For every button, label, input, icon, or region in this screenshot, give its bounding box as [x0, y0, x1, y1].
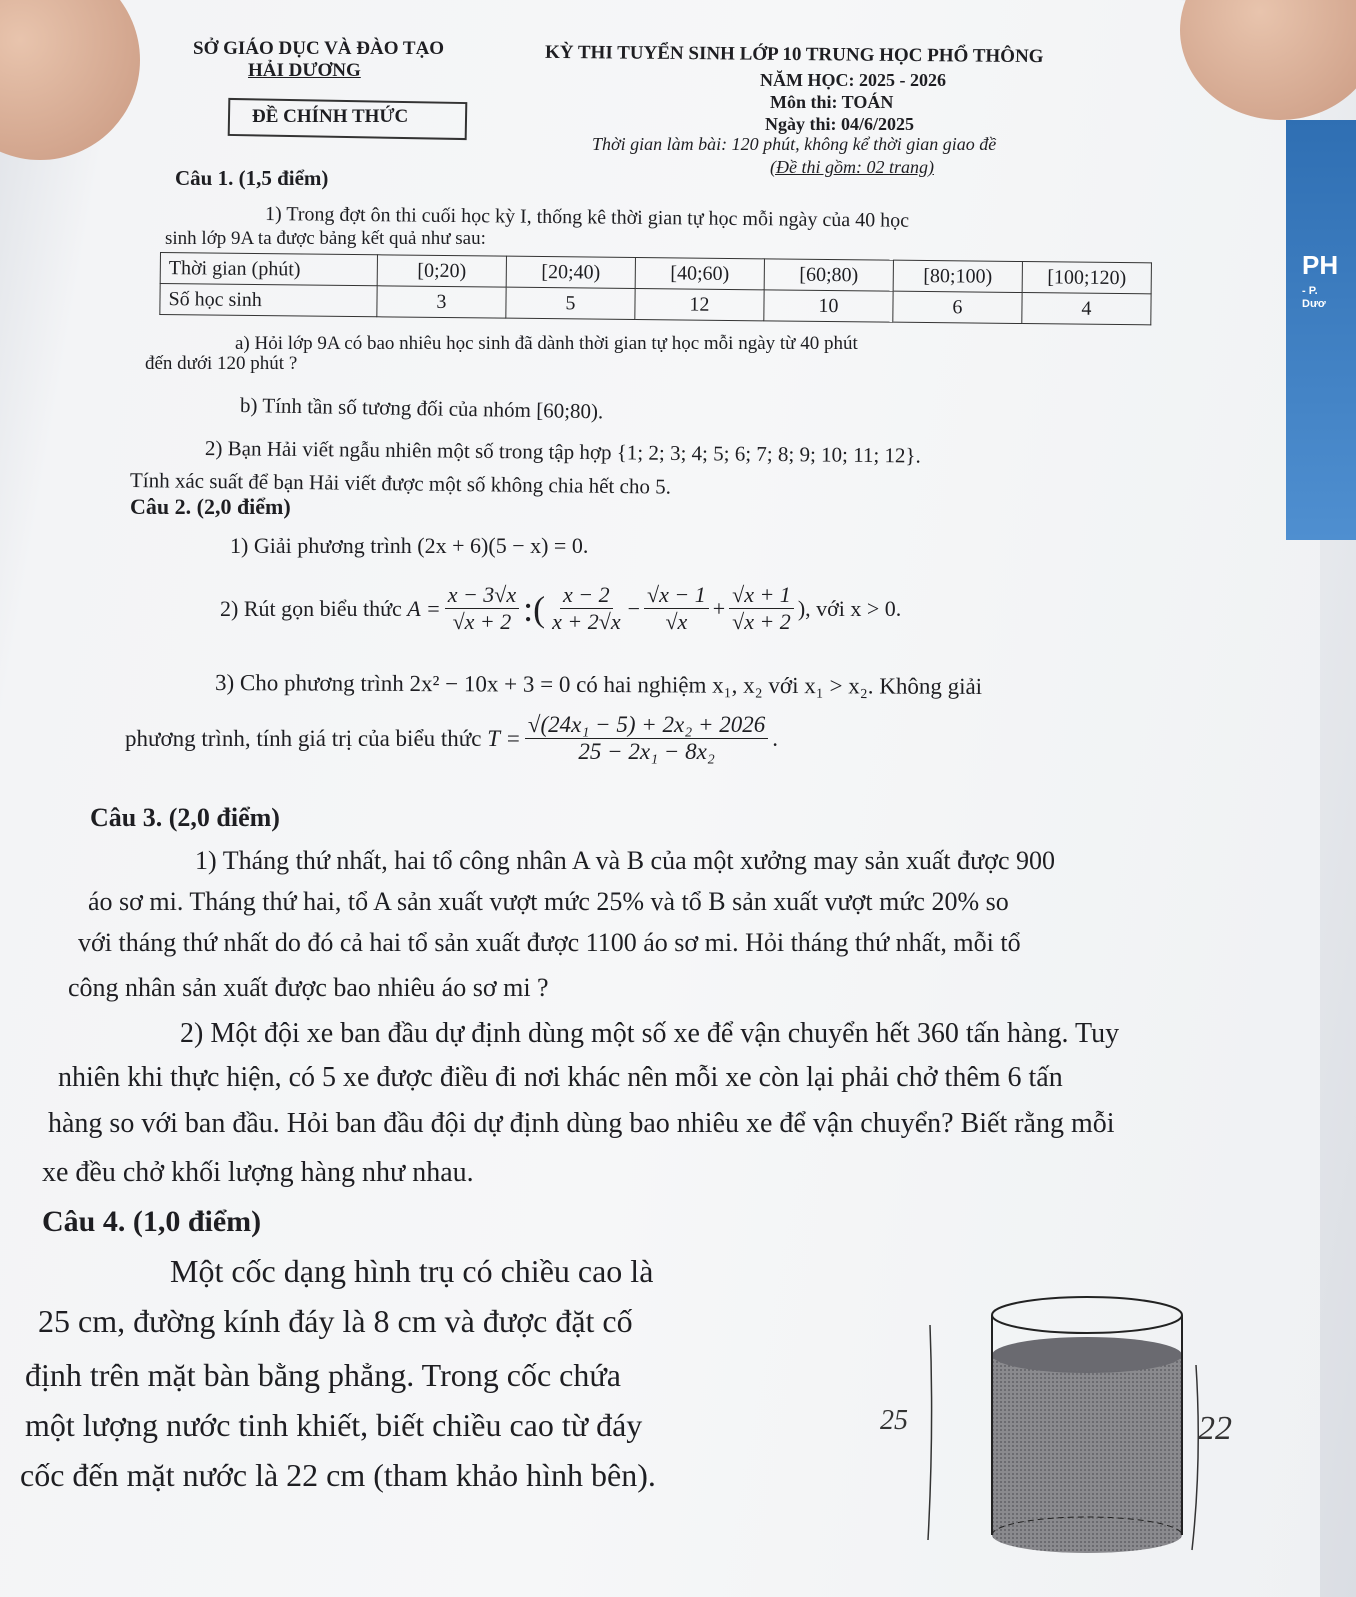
denominator: √x + 2: [452, 609, 512, 634]
question-2-title: Câu 2. (2,0 điểm): [130, 494, 291, 519]
denominator: √x: [665, 609, 688, 634]
q4-text: một lượng nước tinh khiết, biết chiều cao từ đáy: [25, 1407, 643, 1443]
subject: Môn thi: TOÁN: [770, 92, 894, 112]
q3-part1: 1) Tháng thứ nhất, hai tổ công nhân A và B của một xưởng may sản xuất được 900: [195, 846, 1055, 875]
denominator: √x + 2: [732, 609, 791, 634]
numerator: √(24x₁ − 5) + 2x₂ + 2026: [525, 712, 768, 739]
page-count: (Đề thi gồm: 02 trang): [770, 157, 934, 177]
q2-part1: 1) Giải phương trình (2x + 6)(5 − x) = 0.: [230, 533, 589, 558]
q3-part2: nhiên khi thực hiện, có 5 xe được điều đi nơi khác nên mỗi xe còn lại phải chở thêm 6 tấn: [58, 1062, 1063, 1093]
table-cell: [40;60): [635, 257, 764, 289]
cup-rim: [992, 1297, 1182, 1333]
poster-text: PH: [1302, 250, 1339, 280]
table-cell: 6: [893, 291, 1022, 323]
handwritten-height: 25: [880, 1405, 908, 1436]
q4-text: cốc đến mặt nước là 22 cm (tham khảo hình bên).: [20, 1457, 656, 1493]
province: HẢI DƯƠNG: [248, 60, 361, 81]
table-cell: 10: [764, 290, 893, 322]
table-cell: [60;80): [764, 259, 893, 291]
q3-part2: 2) Một đội xe ban đầu dự định dùng một số xe để vận chuyển hết 360 tấn hàng. Tuy: [180, 1018, 1120, 1049]
fraction: [644, 582, 709, 635]
q1-part-a: a) Hỏi lớp 9A có bao nhiêu học sinh đã dành thời gian tự học mỗi ngày từ 40 phút: [235, 333, 858, 354]
question-1-title: Câu 1. (1,5 điểm): [175, 166, 329, 190]
denominator: 25 − 2x₁ − 8x₂: [578, 739, 715, 764]
q2-part2: [220, 582, 901, 635]
period: .: [772, 725, 779, 751]
operator: :(: [523, 588, 546, 629]
q2-part3: 3) Cho phương trình 2x² − 10x + 3 = 0 có hai nghiệm x₁, x₂ với x₁ > x₂. Không giải: [214, 670, 983, 700]
numerator: x − 2: [560, 582, 613, 609]
official-label: ĐỀ CHÍNH THỨC: [252, 106, 409, 127]
q4-text: định trên mặt bàn bằng phẳng. Trong cốc chứa: [25, 1357, 621, 1393]
numerator: √x − 1: [644, 582, 709, 609]
poster-text: - P.: [1302, 285, 1318, 297]
poster-text: Dươ: [1302, 298, 1326, 310]
operator: +: [712, 595, 726, 621]
question-4-title: Câu 4. (1,0 điểm): [42, 1205, 262, 1238]
expr-T: T =: [487, 725, 521, 751]
operator: −: [627, 595, 641, 621]
fraction: [549, 582, 623, 635]
q1-part1-text: 1) Trong đợt ôn thi cuối học kỳ I, thống kê thời gian tự học mỗi ngày của 40 học: [264, 203, 910, 232]
q2-part3-expr: [125, 712, 778, 765]
table-cell: Số học sinh: [160, 284, 377, 317]
numerator: √x + 1: [729, 582, 794, 609]
duration: Thời gian làm bài: 120 phút, không kể thời gian giao đề: [592, 134, 997, 154]
q1-part2: Tính xác suất để bạn Hải viết được một số không chia hết cho 5.: [129, 468, 672, 499]
table-cell: Thời gian (phút): [160, 253, 377, 286]
q4-text: 25 cm, đường kính đáy là 8 cm và được đặt cố: [38, 1303, 633, 1339]
condition: ), với x > 0.: [797, 595, 902, 621]
table-cell: 3: [377, 286, 506, 318]
school-year: NĂM HỌC: 2025 - 2026: [760, 70, 946, 90]
q3-part2: xe đều chở khối lượng hàng như nhau.: [42, 1157, 474, 1188]
q1-part-a: đến dưới 120 phút ?: [145, 353, 298, 374]
table-cell: 12: [635, 288, 764, 320]
q2-part3-text: phương trình, tính giá trị của biểu thức: [125, 725, 482, 751]
table-cell: [80;100): [893, 260, 1022, 292]
fraction: [729, 582, 794, 635]
water-surface: [992, 1337, 1182, 1373]
q2-part2-label: 2) Rút gọn biểu thức: [220, 595, 402, 621]
numerator: x − 3√x: [445, 582, 519, 609]
exam-title: KỲ THI TUYỂN SINH LỚP 10 TRUNG HỌC PHỔ THÔNG: [544, 41, 1044, 68]
table-cell: [0;20): [377, 255, 506, 287]
table-cell: 5: [506, 287, 635, 319]
handwritten-water-height: 22: [1198, 1410, 1232, 1447]
q4-text: Một cốc dạng hình trụ có chiều cao là: [170, 1253, 654, 1289]
frequency-table: [159, 252, 1152, 325]
table-cell: [20;40): [506, 256, 635, 288]
q1-part1-text: sinh lớp 9A ta được bảng kết quả như sau:: [165, 228, 486, 249]
background-poster: [1286, 120, 1356, 540]
expr-A: A =: [407, 595, 441, 621]
water: [992, 1355, 1182, 1553]
fraction: [445, 582, 519, 635]
fraction: [525, 712, 768, 765]
q3-part1: với tháng thứ nhất do đó cả hai tổ sản xuất được 1100 áo sơ mi. Hỏi tháng thứ nhất, mỗi tổ: [78, 928, 1021, 957]
department: SỞ GIÁO DỤC VÀ ĐÀO TẠO: [193, 38, 445, 59]
denominator: x + 2√x: [552, 609, 621, 634]
cylinder-figure: [980, 1285, 1210, 1575]
q3-part1: áo sơ mi. Tháng thứ hai, tổ A sản xuất vượt mức 25% và tổ B sản xuất vượt mức 20% so: [88, 887, 1009, 916]
handwritten-mark: [1188, 1360, 1218, 1560]
q1-part-b: b) Tính tần số tương đối của nhóm [60;80).: [239, 393, 604, 424]
q3-part1: công nhân sản xuất được bao nhiêu áo sơ mi ?: [68, 973, 549, 1002]
question-3-title: Câu 3. (2,0 điểm): [90, 803, 280, 832]
q3-part2: hàng so với ban đầu. Hỏi ban đầu đội dự định dùng bao nhiêu xe để vận chuyển? Biết rằng mỗi: [48, 1108, 1115, 1139]
table-cell: 4: [1022, 293, 1151, 325]
q1-part2: 2) Bạn Hải viết ngẫu nhiên một số trong tập hợp {1; 2; 3; 4; 5; 6; 7; 8; 9; 10; 11; 12}.: [204, 436, 921, 468]
exam-date: Ngày thi: 04/6/2025: [765, 114, 915, 134]
table-cell: [100;120): [1022, 262, 1151, 294]
